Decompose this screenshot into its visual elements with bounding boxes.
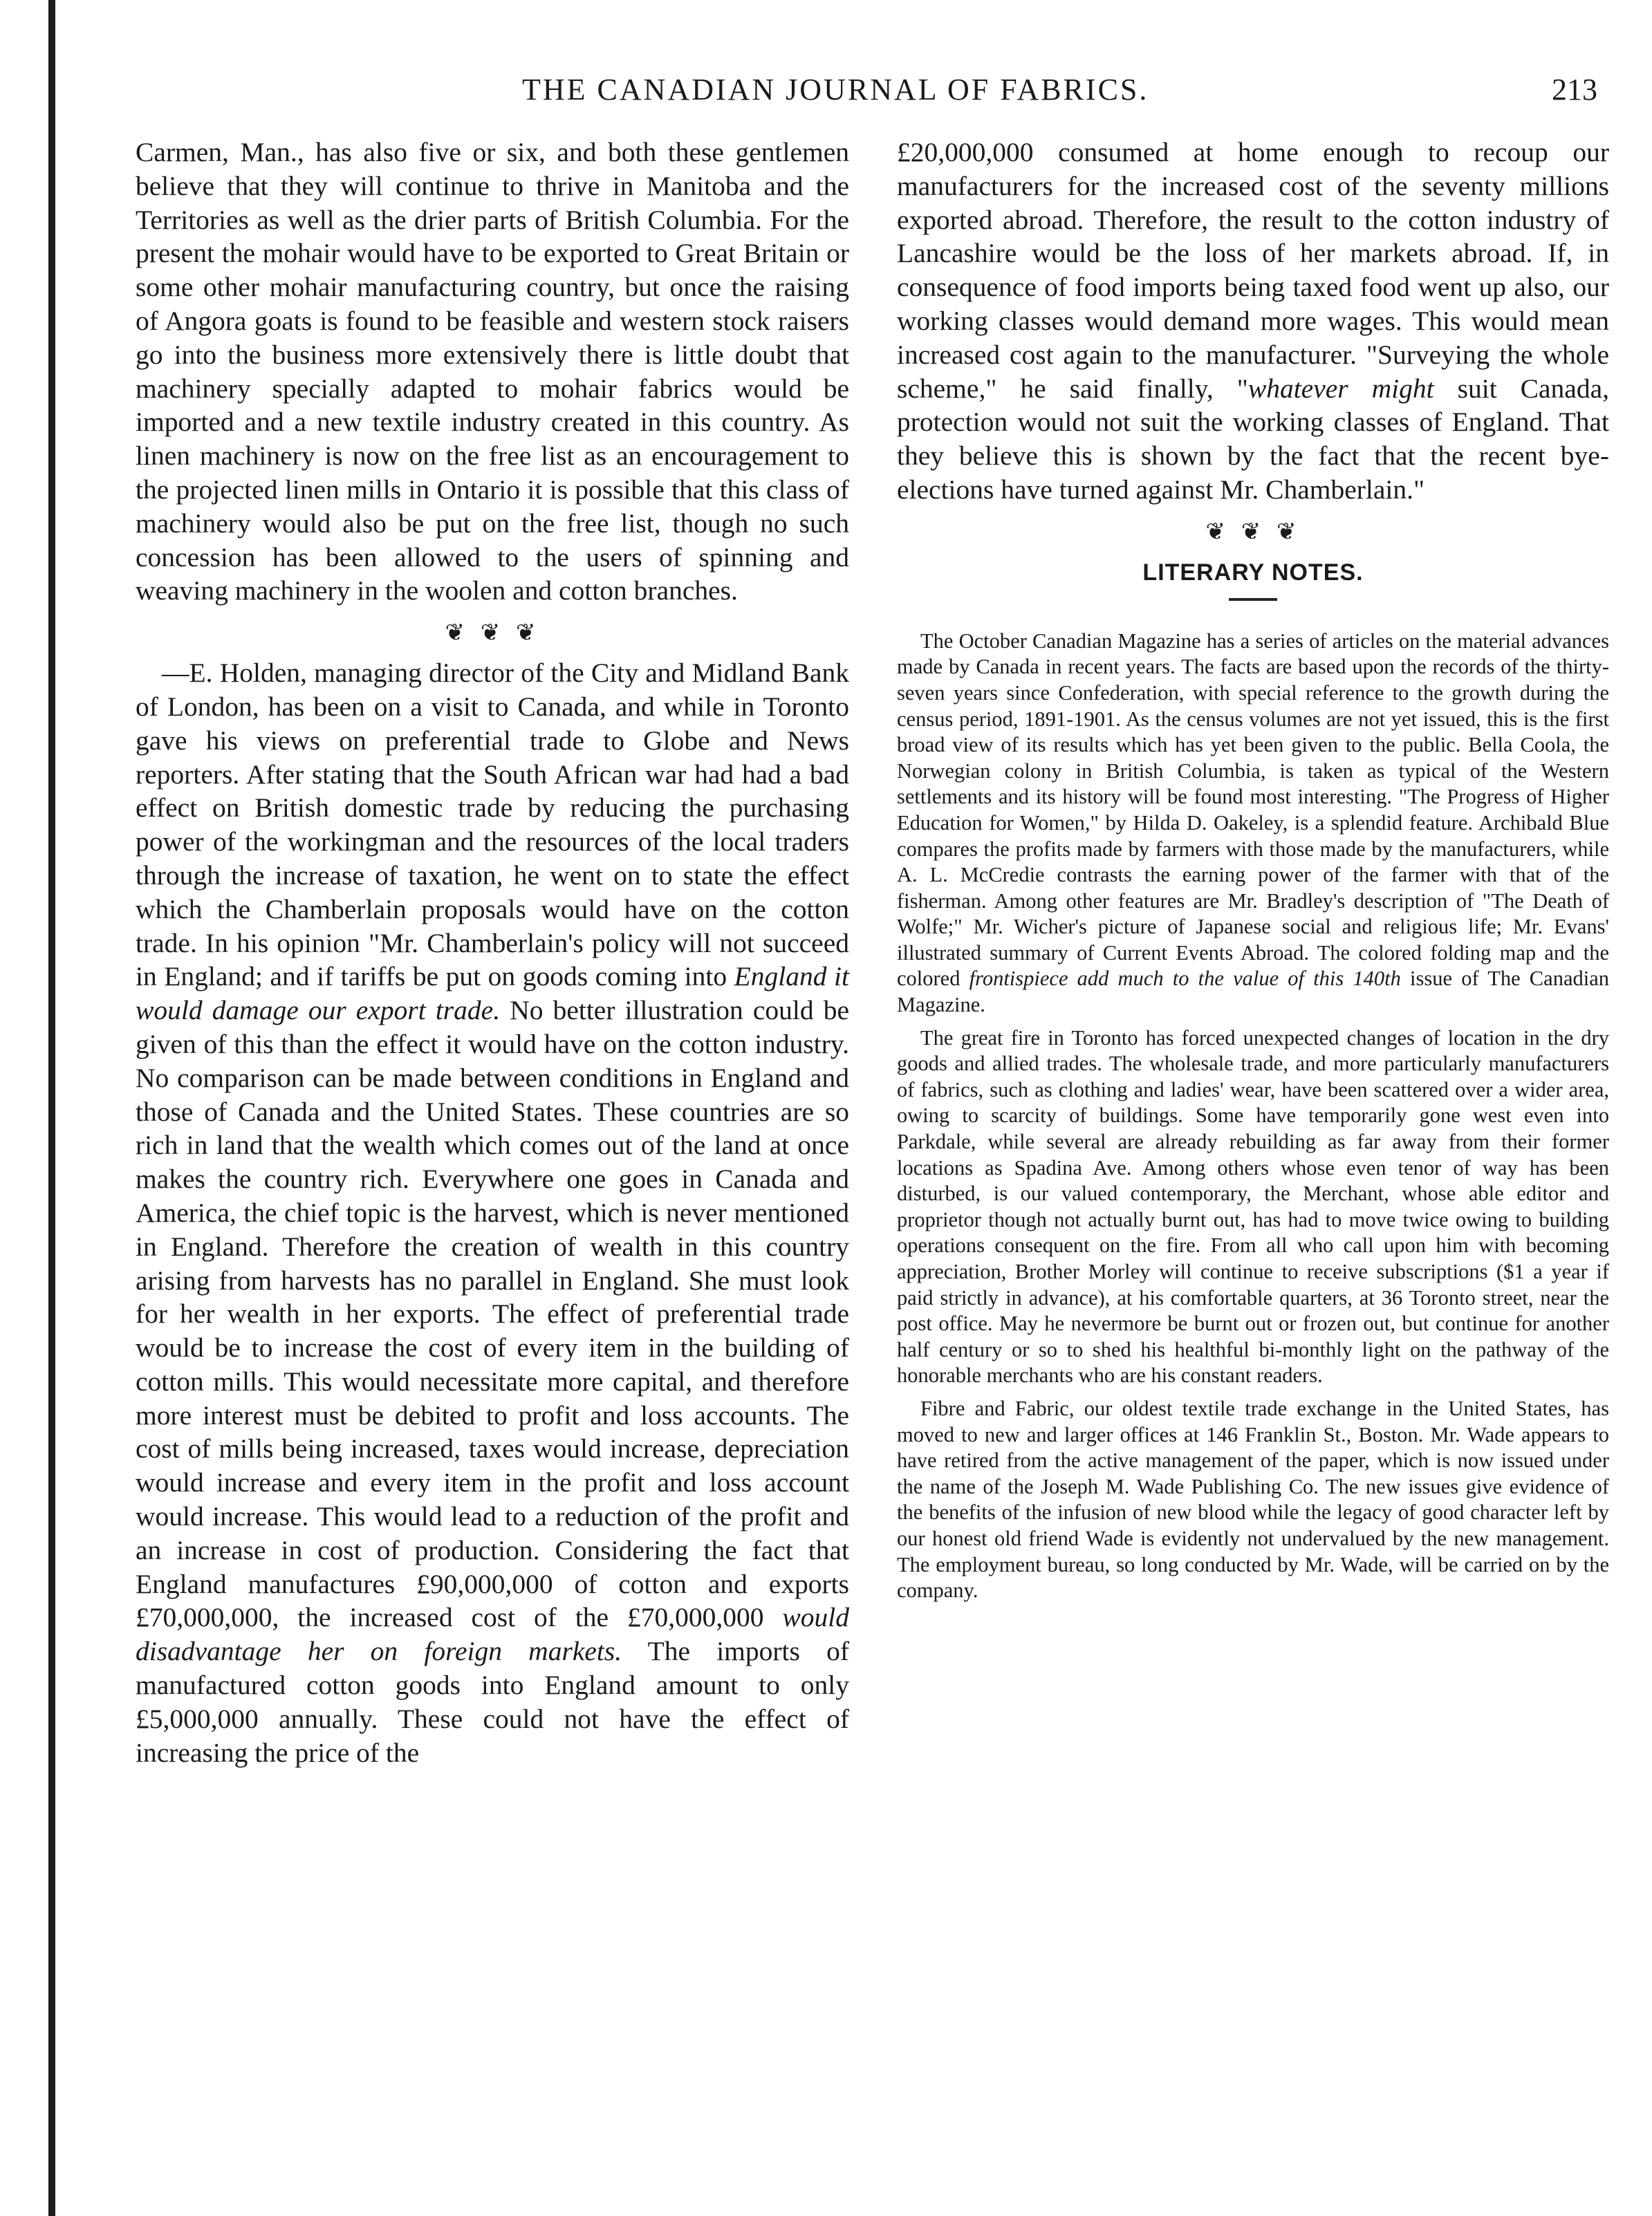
holden-paragraph: [136, 656, 849, 1769]
section-ornament-right: ❦ ❦ ❦: [1205, 517, 1301, 546]
binding-edge-rule: [48, 0, 55, 2216]
magazine-note-italic: frontispiece add much to the value of this 140th: [969, 967, 1401, 991]
page-header: [131, 72, 1597, 127]
holden-text-e: The imports of manufactured cotton goods into England amount to only £5,000,000 annually. These could not have the effect of increasing the price of the: [136, 1636, 849, 1768]
left-column: [136, 136, 849, 1769]
continuation-text-c: suit Canada, protection would not suit the working classes of England. That they believe this is shown by the fact that the recent bye-elections have turned against Mr. Chamberlain.": [897, 373, 1609, 505]
literary-notes-heading: LITERARY NOTES.: [1142, 559, 1364, 586]
magazine-note-a: The October Canadian Magazine has a series of articles on the material advances made by Canada in recent years. The facts are based upon the records of the thirty-seven years since Confederation, with special reference to the growth during the census period, 1891-1901. As the census volumes are not yet issued, this is the first broad view of its results which has yet been given to the public. Bella Coola, the Norwegian colony in British Columbia, is taken as typical of the Western settlements and its history will be found most interesting. "The Progress of Higher Education for Women," by Hilda D. Oakeley, is a splendid feature. Archibald Blue compares the profits made by farmers with those made by the manufacturers, while A. L. McCredie contrasts the earning power of the farmer with that of the fisherman. Among other features are Mr. Bradley's description of "The Death of Wolfe;" Mr. Wicher's picture of Japanese social and religious life; Mr. Evans' illustrated summary of Current Events Abroad. The colored folding map and the colored: [897, 629, 1609, 991]
running-title: THE CANADIAN JOURNAL OF FABRICS.: [522, 73, 1149, 106]
fibre-and-fabric-note: Fibre and Fabric, our oldest textile trade exchange in the United States, has moved to new and larger offices at 146 Franklin St., Boston. Mr. Wade appears to have retired from the active management of the paper, which is now issued under the name of the Joseph M. Wade Publishing Co. The new issues give evidence of the benefits of the infusion of new blood while the legacy of good character left by our honest old friend Wade is evidently not undervalued by the new management. The employment bureau, so long conducted by Mr. Wade, will be carried on by the company.: [897, 1396, 1609, 1603]
mohair-paragraph: Carmen, Man., has also five or six, and both these gentlemen believe that they will continue to thrive in Manitoba and the Territories as well as the drier parts of British Columbia. For the present the mohair would have to be exported to Great Britain or some other mohair manufacturing country, but once the raising of Angora goats is found to be feasible and western stock raisers go into the business more extensively there is little doubt that machinery specially adapted to mohair fabrics would be imported and a new textile industry created in this country. As linen machinery is now on the free list as an encouragement to the projected linen mills in Ontario it is possible that this class of machinery would also be put on the free list, though no such concession has been allowed to the users of spinning and weaving machinery in the woolen and cotton branches.: [136, 137, 849, 606]
section-ornament: ❦ ❦ ❦: [445, 619, 540, 647]
right-column: [897, 136, 1609, 1604]
holden-text-italic-1: England it would damage our export trade.: [136, 961, 849, 1026]
page-number: 213: [1552, 73, 1597, 106]
holden-continuation-paragraph: [897, 136, 1609, 507]
heading-rule: [1229, 598, 1277, 601]
holden-text-c: No better illustration could be given of this than the effect it would have on the cotton industry. No comparison can be made between conditions in England and those of Canada and the United States. These countries are so rich in land that the wealth which comes out of the land at once makes the country rich. Everywhere one goes in Canada and America, the chief topic is the harvest, which is never mentioned in England. Therefore the creation of wealth in this country arising from harvests has no parallel in England. She must look for her wealth in her exports. The effect of preferential trade would be to increase the cost of every item in the building of cotton mills. This would necessitate more capital, and therefore more interest must be debited to profit and loss accounts. The cost of mills being increased, taxes would increase, depreciation would increase and every item in the profit and loss account would increase. This would lead to a reduction of the profit and an increase in cost of production. Considering the fact that England manufactures £90,000,000 of cotton and exports £70,000,000, the increased cost of the £70,000,000: [136, 995, 849, 1633]
toronto-fire-note: The great fire in Toronto has forced unexpected changes of location in the dry goods and allied trades. The wholesale trade, and more particularly manufacturers of fabrics, such as clothing and ladies' wear, have been scattered over a wider area, owing to scarcity of buildings. Some have temporarily gone west even into Parkdale, while several are already rebuilding as far away from their former locations as Spadina Ave. Among others whose even tenor of way has been disturbed, is our valued contemporary, the Merchant, whose able editor and proprietor though not actually burnt out, has had to move twice owing to building operations consequent on the fire. From all who call upon him with becoming appreciation, Brother Morley will continue to receive subscriptions ($1 a year if paid strictly in advance), at his comfortable quarters, at 36 Toronto street, near the post office. May he nevermore be burnt out or frozen out, but continue for another half century or so to shed his healthful bi-monthly light on the pathway of the honorable merchants who are his constant readers.: [897, 1025, 1609, 1388]
holden-text-a: —E. Holden, managing director of the City and Midland Bank of London, has been on a visit to Canada, and while in Toronto gave his views on preferential trade to Globe and News reporters. After stating that the South African war had had a bad effect on British domestic trade by reducing the purchasing power of the workingman and the resources of the local traders through the increase of taxation, he went on to state the effect which the Chamberlain proposals would have on the cotton trade. In his opinion "Mr. Chamberlain's policy will not succeed in England; and if tariffs be put on goods coming into: [136, 658, 849, 992]
holden-text-italic-2: would disadvantage her on foreign markets.: [136, 1602, 849, 1667]
magazine-note-c: issue of The Canadian Magazine.: [897, 967, 1609, 1017]
continuation-text-a: £20,000,000 consumed at home enough to recoup our manufacturers for the increased cost of the seventy millions exported abroad. Therefore, the result to the cotton industry of Lancashire would be the loss of her markets abroad. If, in consequence of food imports being taxed food went up also, our working classes would demand more wages. This would mean increased cost again to the manufacturer. "Surveying the whole scheme," he said finally, ": [897, 137, 1609, 404]
continuation-text-italic: whatever might: [1247, 373, 1434, 404]
canadian-magazine-note: [897, 629, 1609, 1018]
